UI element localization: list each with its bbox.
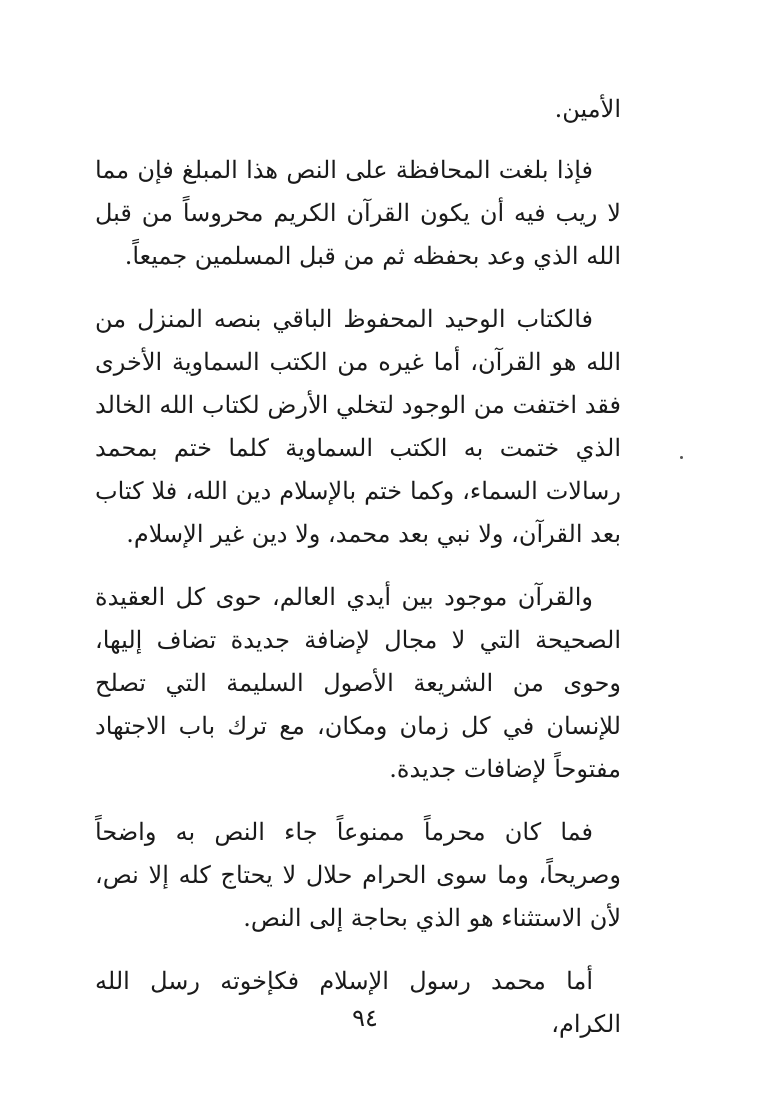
paragraph-preservation: فإذا بلغت المحافظة على النص هذا المبلغ فإن مما لا ريب فيه أن يكون القرآن الكريم محروساً من قبل الله الذي وعد بحفظه ثم من قبل المسلمين جميعاً.	[95, 156, 621, 270]
print-speck-decoration	[680, 456, 683, 459]
paragraph-the-only-book: فالكتاب الوحيد المحفوظ الباقي بنصه المنزل من الله هو القرآن، أما غيره من الكتب السماوية الأخرى فقد اختفت من الوجود لتخلي الأرض لكتاب الله الخالد الذي ختمت به الكتب السماوية كلما ختم بمحمد رسالات السماء، وكما ختم بالإسلام دين الله، فلا كتاب بعد القرآن، ولا نبي بعد محمد، ولا دين غير الإسلام.	[95, 305, 621, 548]
page-number: ٩٤	[352, 1004, 378, 1032]
paragraph-continuation: الأمين.	[554, 95, 621, 123]
page-body-text	[95, 88, 621, 1066]
paragraph-muhammad: أما محمد رسول الإسلام فكإخوته رسل الله الكرام،	[95, 967, 621, 1038]
paragraph-quran-contents: والقرآن موجود بين أيدي العالم، حوى كل العقيدة الصحيحة التي لا مجال لإضافة جديدة تضاف إليها، وحوى من الشريعة الأصول السليمة التي تصلح للإنسان في كل زمان ومكان، مع ترك باب الاجتهاد مفتوحاً لإضافات جديدة.	[95, 583, 621, 783]
paragraph-forbidden-permitted: فما كان محرماً ممنوعاً جاء النص به واضحاً وصريحاً، وما سوى الحرام حلال لا يحتاج كله إلا نص، لأن الاستثناء هو الذي بحاجة إلى النص.	[95, 818, 621, 932]
